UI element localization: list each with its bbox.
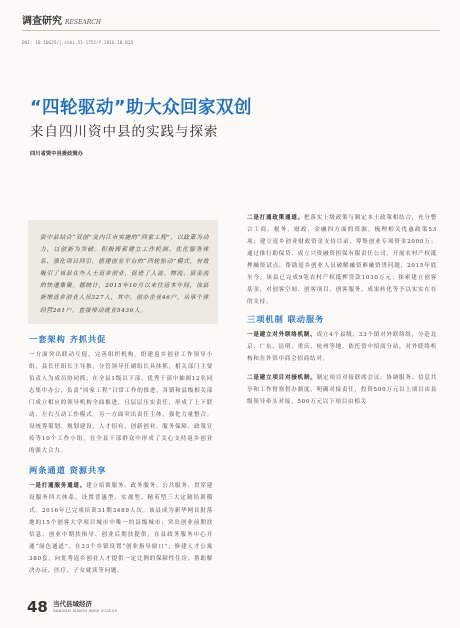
abstract-box [28, 220, 218, 324]
paragraph-lead: 一是打通服务通道。 [29, 483, 87, 490]
article-title: “四轮驱动”助大众回家双创 [30, 98, 253, 118]
header-divider [22, 30, 440, 31]
body-paragraph [247, 372, 437, 408]
paragraph-text: 一方面突出联动互促，完善组织机构。组建返乡创业工作领导小组，县长任组长主导推，分管领导任副组长具体抓，相关部门主要负责人为成员协同抓；在全县1级以下部、优秀干部中抽调12名同志集中办公，负责“回家工程”日常工作的推进，各镇和县级相关部门成立相应的领导机构全面推进，且层层压实责任，形成了上下联动、左右互动工作模式。另一方面突出责任主体，强化力量整合。设统筹策划、规划建设、人才招有、创新创业、服务保障、政策宣传等10个工作小组，在全县干部群众中形成了关心支持返乡创业的强大合力。 [29, 352, 213, 455]
right-column [247, 212, 437, 414]
body-paragraph [247, 212, 437, 308]
journal-name: 当代县域经济 [53, 600, 92, 608]
section-tag [22, 12, 101, 27]
paragraph-lead: 一是建立对外联络机制。 [247, 332, 317, 339]
paragraph-text: 制定项目对接联席会议、协调服务、信息共享和工作督察督办制度，明确对接责任，投资500万元以上项目由县级领导牵头对接，500万元以下项目由相关 [247, 374, 438, 405]
article-subtitle: 来自四川资中县的实践与探索 [30, 124, 219, 140]
section-heading: 两条通道 资源共享 [29, 465, 107, 476]
section-heading: 一套架构 齐抓共促 [29, 334, 107, 344]
body-paragraph [29, 480, 213, 576]
left-column [29, 334, 213, 583]
section-tag-en: RESEARCH [65, 19, 102, 26]
journal-name-en: DANGDAI XIANYU JINGJI 2016.03 [53, 609, 118, 613]
abstract-text: 资中县结合“双创”及内江市实施的“回家工程”，以政策为动力，以创新为突破。积极探索建立工作机制、优化服务体系、强化项目回引、搭建创业平台的“四轮驱动”模式，有效吸引了该县在外人士返乡创业，促进了人流、物流、资金流的快速集聚。据统计，2015年10月以来往返本年间，该县新增返乡创业人员327人，其中，创办企业46户，从事个体经营261户，直接带动就业5436人。 [40, 235, 209, 314]
paragraph-text: 建立培训服务、政务服务、公共服务、贯穿建设服务四大体系，设置普惠型、实战型、精英型三大定制培训模式。2016年已完成培训31期3489人次。该县成为新华网首批落地的15个创客大学项目城市中唯一的县级城市；突出创业前期扶信息、创业中期扶指导、创业后期扶提供，在县政务服务中心开通“绿色通道”，在33个乡镇设置“创业指导窗口”；修建人才公寓380套，向优秀返乡创业人才提供一定比例的保障性住房，帮助解决办证、医疗、子女就读等问题。 [29, 483, 214, 574]
paragraph-lead: 二是打通政策通道。 [247, 215, 305, 221]
body-paragraph [29, 349, 213, 457]
paragraph-lead: 二是建立项目对接机制。 [247, 374, 317, 381]
section-heading: 三项机制 联动服务 [247, 314, 325, 325]
section-tag-cn: 调查研究 [22, 16, 62, 27]
body-paragraph [247, 329, 437, 365]
paragraph-text: 成立4个县级、33个镇对外联络组，分赴北京、广东、昆明、重庆、杭州等地，依托资中招商分站，对外联络机构和在外资中商会招商结对。 [247, 332, 438, 363]
doi-line: DOI: 10.16625/j.cnki.51-1752/f.2016.18.015 [22, 41, 134, 46]
article-author: 四川省资中县委政策办 [30, 151, 83, 157]
page-number: 48 [27, 598, 48, 616]
paragraph-text: 把落实上级政策与制定本土政策相结合，充分整合工商、税务、财政、金融四方面的资源，梳理相关优惠政策53项；建立返乡创业财政资金支持目录，筹集创业专项资金2000万；通过推行助保贷、成立兴资融资担保有限责任公司、开展农村产权抵押融资试点，帮助返乡创业人员破解融资难融资贵问题，2015年底至今，该县已完成9笔农村产权抵押贷款1030万元；探索建立创客基金，对创客空间、创客项目、创客服务、成果转化等予以实实在在的支持。 [247, 215, 438, 306]
